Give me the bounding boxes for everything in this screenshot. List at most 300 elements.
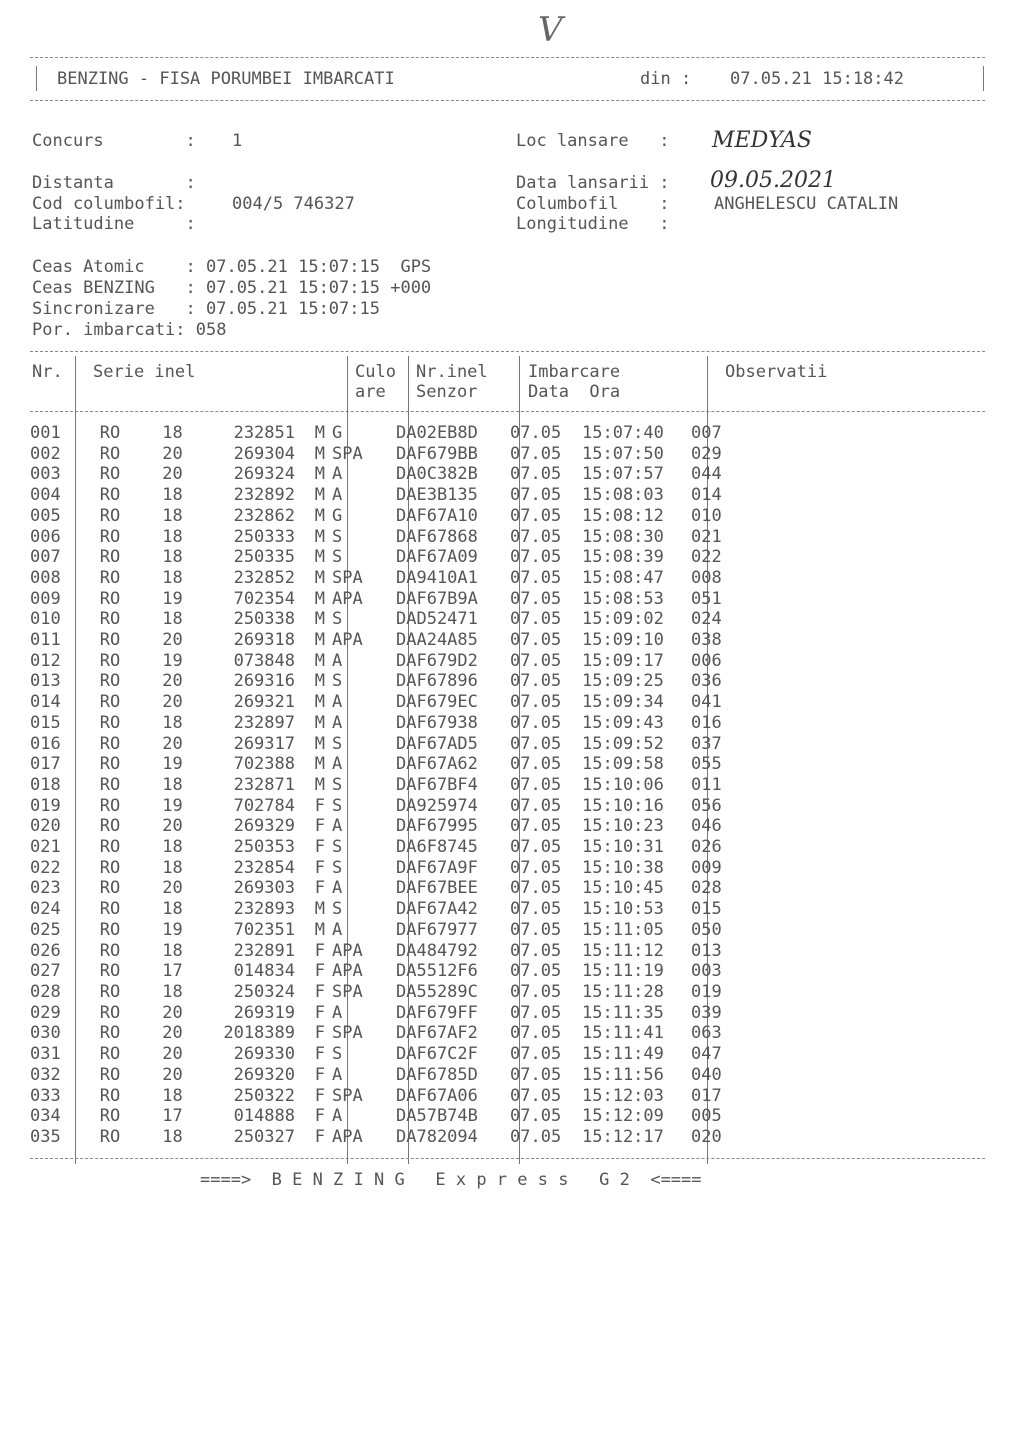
sensor-id: DAF67C2F <box>396 1044 478 1065</box>
ring-number: 073848 <box>233 650 295 671</box>
row-nr: 015 <box>30 712 61 733</box>
ring-country: RO <box>99 485 121 506</box>
ring-number: 269330 <box>233 1044 295 1065</box>
ring-country: RO <box>99 919 121 940</box>
ring-number: 232871 <box>233 774 295 795</box>
row-nr: 020 <box>30 816 61 837</box>
boarding-date: 07.05 <box>510 443 562 464</box>
color: S <box>332 671 343 692</box>
ring-year: 18 <box>162 857 183 878</box>
ring-number: 232852 <box>233 567 295 588</box>
table-row <box>30 1086 751 1107</box>
color: A <box>332 712 343 733</box>
columbofil-label: Columbofil : <box>516 194 670 214</box>
sensor-id: DAF67A62 <box>396 754 478 775</box>
boarding-time: 15:12:09 <box>582 1106 664 1127</box>
observatii: 021 <box>691 526 722 547</box>
sensor-id: DAF67995 <box>396 816 478 837</box>
ring-country: RO <box>99 981 121 1002</box>
table-row <box>30 692 751 713</box>
table-row <box>30 506 751 527</box>
row-nr: 008 <box>30 567 61 588</box>
footer-brand: ====> B E N Z I N G E x p r e s s G 2 <==== <box>200 1170 702 1190</box>
boarding-time: 15:10:16 <box>582 795 664 816</box>
sex: F <box>314 940 325 961</box>
columbofil-value: ANGHELESCU CATALIN <box>714 194 899 214</box>
color: S <box>332 1044 343 1065</box>
sex: M <box>314 485 325 506</box>
boarding-time: 15:09:43 <box>582 712 664 733</box>
ring-number: 250338 <box>233 609 295 630</box>
row-nr: 033 <box>30 1085 61 1106</box>
table-row <box>30 982 751 1003</box>
row-nr: 034 <box>30 1106 61 1127</box>
observatii: 036 <box>691 671 722 692</box>
pigeon-table <box>30 423 751 1148</box>
sensor-id: DA57B74B <box>396 1106 478 1127</box>
observatii: 028 <box>691 878 722 899</box>
ring-year: 20 <box>162 464 183 485</box>
row-nr: 035 <box>30 1126 61 1147</box>
observatii: 024 <box>691 609 722 630</box>
table-row <box>30 1023 751 1044</box>
boarding-time: 15:08:03 <box>582 485 664 506</box>
ring-number: 269329 <box>233 816 295 837</box>
boarding-date: 07.05 <box>510 919 562 940</box>
boarding-time: 15:09:02 <box>582 609 664 630</box>
row-nr: 029 <box>30 1002 61 1023</box>
row-nr: 011 <box>30 630 61 651</box>
sensor-id: DA782094 <box>396 1126 478 1147</box>
color: A <box>332 754 343 775</box>
boarding-date: 07.05 <box>510 1064 562 1085</box>
color: S <box>332 733 343 754</box>
col-header-observatii: Observatii <box>725 362 828 382</box>
cod-columbofil-label: Cod columbofil: <box>32 194 186 214</box>
sensor-id: DAF67BF4 <box>396 774 478 795</box>
sincronizare-line: Sincronizare : 07.05.21 15:07:15 <box>32 299 380 319</box>
sex: M <box>314 443 325 464</box>
ring-country: RO <box>99 754 121 775</box>
observatii: 037 <box>691 733 722 754</box>
ring-country: RO <box>99 712 121 733</box>
latitudine-label: Latitudine : <box>32 214 196 234</box>
table-row <box>30 630 751 651</box>
ring-country: RO <box>99 505 121 526</box>
boarding-time: 15:08:30 <box>582 526 664 547</box>
boarding-date: 07.05 <box>510 878 562 899</box>
data-lansarii-handwritten: 09.05.2021 <box>710 168 836 193</box>
observatii: 056 <box>691 795 722 816</box>
sex: M <box>314 547 325 568</box>
boarding-date: 07.05 <box>510 1002 562 1023</box>
ring-year: 20 <box>162 443 183 464</box>
color: G <box>332 423 343 443</box>
header-bottom-rule <box>30 100 985 101</box>
ring-number: 232891 <box>233 940 295 961</box>
col-header-nr-inel-1: Nr.inel <box>416 362 488 382</box>
observatii: 007 <box>691 423 722 443</box>
boarding-date: 07.05 <box>510 505 562 526</box>
row-nr: 012 <box>30 650 61 671</box>
row-nr: 030 <box>30 1023 61 1044</box>
ring-number: 702388 <box>233 754 295 775</box>
observatii: 011 <box>691 774 722 795</box>
row-nr: 006 <box>30 526 61 547</box>
ring-country: RO <box>99 1002 121 1023</box>
color: S <box>332 857 343 878</box>
sex: F <box>314 1085 325 1106</box>
ring-number: 014834 <box>233 961 295 982</box>
row-nr: 005 <box>30 505 61 526</box>
boarding-date: 07.05 <box>510 940 562 961</box>
boarding-date: 07.05 <box>510 899 562 920</box>
table-row <box>30 878 751 899</box>
table-row <box>30 899 751 920</box>
ring-year: 20 <box>162 692 183 713</box>
table-row <box>30 568 751 589</box>
boarding-date: 07.05 <box>510 733 562 754</box>
sex: M <box>314 588 325 609</box>
ring-number: 269324 <box>233 464 295 485</box>
sensor-id: DAF679EC <box>396 692 478 713</box>
sensor-id: DAF679BB <box>396 443 478 464</box>
boarding-time: 15:09:25 <box>582 671 664 692</box>
boarding-date: 07.05 <box>510 526 562 547</box>
ring-year: 18 <box>162 712 183 733</box>
boarding-date: 07.05 <box>510 650 562 671</box>
sensor-id: DAF67938 <box>396 712 478 733</box>
ring-country: RO <box>99 526 121 547</box>
boarding-time: 15:09:17 <box>582 650 664 671</box>
sex: M <box>314 423 325 443</box>
row-nr: 018 <box>30 774 61 795</box>
observatii: 038 <box>691 630 722 651</box>
ring-year: 18 <box>162 526 183 547</box>
ring-country: RO <box>99 671 121 692</box>
ring-year: 19 <box>162 754 183 775</box>
row-nr: 014 <box>30 692 61 713</box>
sensor-id: DA9410A1 <box>396 567 478 588</box>
table-row <box>30 444 751 465</box>
boarding-time: 15:11:41 <box>582 1023 664 1044</box>
sex: F <box>314 857 325 878</box>
sensor-id: DAF67896 <box>396 671 478 692</box>
boarding-time: 15:11:05 <box>582 919 664 940</box>
row-nr: 032 <box>30 1064 61 1085</box>
boarding-date: 07.05 <box>510 609 562 630</box>
boarding-date: 07.05 <box>510 837 562 858</box>
header-right-bar <box>983 66 984 91</box>
table-row <box>30 547 751 568</box>
observatii: 040 <box>691 1064 722 1085</box>
color: S <box>332 526 343 547</box>
row-nr: 016 <box>30 733 61 754</box>
sex: F <box>314 1064 325 1085</box>
ring-number: 269318 <box>233 630 295 651</box>
loc-lansare-handwritten: MEDYAS <box>712 128 812 153</box>
table-row <box>30 920 751 941</box>
ring-number: 702784 <box>233 795 295 816</box>
table-row <box>30 961 751 982</box>
sex: F <box>314 981 325 1002</box>
boarding-date: 07.05 <box>510 1044 562 1065</box>
ring-number: 232862 <box>233 505 295 526</box>
ring-year: 18 <box>162 837 183 858</box>
sex: F <box>314 1002 325 1023</box>
row-nr: 010 <box>30 609 61 630</box>
ring-country: RO <box>99 1106 121 1127</box>
boarding-date: 07.05 <box>510 1085 562 1106</box>
ring-number: 269319 <box>233 1002 295 1023</box>
col-header-nr: Nr. <box>32 362 63 382</box>
color: G <box>332 505 343 526</box>
observatii: 046 <box>691 816 722 837</box>
table-row <box>30 734 751 755</box>
ring-number: 250353 <box>233 837 295 858</box>
ring-year: 20 <box>162 1044 183 1065</box>
boarding-time: 15:10:45 <box>582 878 664 899</box>
color: S <box>332 899 343 920</box>
sex: M <box>314 919 325 940</box>
color: APA <box>332 588 363 609</box>
sensor-id: DA484792 <box>396 940 478 961</box>
boarding-time: 15:11:56 <box>582 1064 664 1085</box>
boarding-date: 07.05 <box>510 630 562 651</box>
observatii: 047 <box>691 1044 722 1065</box>
table-row <box>30 941 751 962</box>
porumbei-imbarcati-line: Por. imbarcati: 058 <box>32 320 227 340</box>
ring-country: RO <box>99 1064 121 1085</box>
observatii: 013 <box>691 940 722 961</box>
boarding-date: 07.05 <box>510 567 562 588</box>
sex: M <box>314 609 325 630</box>
observatii: 014 <box>691 485 722 506</box>
ring-year: 20 <box>162 1002 183 1023</box>
observatii: 050 <box>691 919 722 940</box>
row-nr: 031 <box>30 1044 61 1065</box>
sensor-id: DAF67A06 <box>396 1085 478 1106</box>
observatii: 003 <box>691 961 722 982</box>
ring-number: 250335 <box>233 547 295 568</box>
sensor-id: DAD52471 <box>396 609 478 630</box>
color: A <box>332 464 343 485</box>
boarding-date: 07.05 <box>510 423 562 443</box>
ring-year: 18 <box>162 899 183 920</box>
sensor-id: DAF67A09 <box>396 547 478 568</box>
ring-year: 18 <box>162 547 183 568</box>
boarding-time: 15:07:50 <box>582 443 664 464</box>
ring-country: RO <box>99 774 121 795</box>
boarding-date: 07.05 <box>510 1023 562 1044</box>
sex: F <box>314 795 325 816</box>
boarding-date: 07.05 <box>510 485 562 506</box>
ring-year: 19 <box>162 588 183 609</box>
boarding-date: 07.05 <box>510 588 562 609</box>
ring-country: RO <box>99 940 121 961</box>
printed-at-label: din : <box>640 69 692 89</box>
table-row <box>30 713 751 734</box>
sensor-id: DAF67AD5 <box>396 733 478 754</box>
boarding-time: 15:10:38 <box>582 857 664 878</box>
ring-number: 250324 <box>233 981 295 1002</box>
observatii: 041 <box>691 692 722 713</box>
col-header-imbarcare-1: Imbarcare <box>528 362 621 382</box>
observatii: 010 <box>691 505 722 526</box>
ring-number: 2018389 <box>223 1023 295 1044</box>
sex: M <box>314 526 325 547</box>
ring-country: RO <box>99 795 121 816</box>
boarding-date: 07.05 <box>510 464 562 485</box>
sensor-id: DA0C382B <box>396 464 478 485</box>
boarding-time: 15:12:03 <box>582 1085 664 1106</box>
table-row <box>30 423 751 444</box>
sex: M <box>314 567 325 588</box>
color: APA <box>332 940 363 961</box>
table-row <box>30 858 751 879</box>
ring-country: RO <box>99 692 121 713</box>
ring-number: 250322 <box>233 1085 295 1106</box>
boarding-time: 15:11:35 <box>582 1002 664 1023</box>
boarding-time: 15:10:31 <box>582 837 664 858</box>
table-row <box>30 609 751 630</box>
ring-number: 269303 <box>233 878 295 899</box>
col-header-imbarcare-2: Data Ora <box>528 382 621 402</box>
color: A <box>332 650 343 671</box>
observatii: 015 <box>691 899 722 920</box>
ring-year: 18 <box>162 609 183 630</box>
row-nr: 013 <box>30 671 61 692</box>
sensor-id: DAF679D2 <box>396 650 478 671</box>
sensor-id: DA02EB8D <box>396 423 478 443</box>
row-nr: 001 <box>30 423 61 443</box>
observatii: 044 <box>691 464 722 485</box>
boarding-date: 07.05 <box>510 712 562 733</box>
color: A <box>332 816 343 837</box>
col-header-culoare-2: are <box>355 382 386 402</box>
sex: M <box>314 899 325 920</box>
observatii: 016 <box>691 712 722 733</box>
sex: M <box>314 505 325 526</box>
observatii: 022 <box>691 547 722 568</box>
table-bottom-rule <box>30 1158 985 1159</box>
boarding-date: 07.05 <box>510 961 562 982</box>
table-row <box>30 464 751 485</box>
boarding-date: 07.05 <box>510 857 562 878</box>
ring-country: RO <box>99 1023 121 1044</box>
observatii: 039 <box>691 1002 722 1023</box>
color: S <box>332 774 343 795</box>
boarding-time: 15:09:58 <box>582 754 664 775</box>
ceas-atomic-line: Ceas Atomic : 07.05.21 15:07:15 GPS <box>32 257 432 277</box>
sensor-id: DAA24A85 <box>396 630 478 651</box>
boarding-time: 15:09:34 <box>582 692 664 713</box>
sex: F <box>314 837 325 858</box>
color: SPA <box>332 1085 363 1106</box>
ring-year: 20 <box>162 816 183 837</box>
ring-country: RO <box>99 423 121 443</box>
color: S <box>332 837 343 858</box>
ring-country: RO <box>99 567 121 588</box>
boarding-date: 07.05 <box>510 692 562 713</box>
ring-country: RO <box>99 857 121 878</box>
ring-year: 18 <box>162 1126 183 1147</box>
sex: F <box>314 1023 325 1044</box>
ring-country: RO <box>99 961 121 982</box>
sex: F <box>314 878 325 899</box>
sex: F <box>314 816 325 837</box>
ring-year: 19 <box>162 650 183 671</box>
boarding-time: 15:09:10 <box>582 630 664 651</box>
sensor-id: DAF67B9A <box>396 588 478 609</box>
color: A <box>332 919 343 940</box>
ring-number: 269316 <box>233 671 295 692</box>
data-lansarii-label: Data lansarii : <box>516 173 670 193</box>
ring-country: RO <box>99 899 121 920</box>
row-nr: 003 <box>30 464 61 485</box>
table-row <box>30 1127 751 1148</box>
sensor-id: DAE3B135 <box>396 485 478 506</box>
observatii: 029 <box>691 443 722 464</box>
row-nr: 017 <box>30 754 61 775</box>
boarding-date: 07.05 <box>510 754 562 775</box>
ring-year: 18 <box>162 774 183 795</box>
ring-year: 19 <box>162 795 183 816</box>
row-nr: 019 <box>30 795 61 816</box>
ring-year: 18 <box>162 567 183 588</box>
ring-year: 20 <box>162 630 183 651</box>
observatii: 006 <box>691 650 722 671</box>
boarding-time: 15:08:47 <box>582 567 664 588</box>
sensor-id: DAF67A9F <box>396 857 478 878</box>
ring-year: 20 <box>162 878 183 899</box>
row-nr: 004 <box>30 485 61 506</box>
col-header-nr-inel-2: Senzor <box>416 382 478 402</box>
ring-country: RO <box>99 733 121 754</box>
table-row <box>30 754 751 775</box>
sex: M <box>314 464 325 485</box>
color: A <box>332 485 343 506</box>
table-row <box>30 651 751 672</box>
boarding-date: 07.05 <box>510 774 562 795</box>
row-nr: 024 <box>30 899 61 920</box>
boarding-time: 15:10:53 <box>582 899 664 920</box>
observatii: 005 <box>691 1106 722 1127</box>
boarding-time: 15:09:52 <box>582 733 664 754</box>
table-row <box>30 1106 751 1127</box>
ring-number: 702351 <box>233 919 295 940</box>
sex: M <box>314 774 325 795</box>
ring-country: RO <box>99 443 121 464</box>
sex: M <box>314 692 325 713</box>
sex: F <box>314 1044 325 1065</box>
boarding-time: 15:12:17 <box>582 1126 664 1147</box>
table-row <box>30 1065 751 1086</box>
ring-number: 269304 <box>233 443 295 464</box>
ring-country: RO <box>99 1126 121 1147</box>
sensor-id: DA925974 <box>396 795 478 816</box>
color: SPA <box>332 443 363 464</box>
sex: F <box>314 1106 325 1127</box>
boarding-date: 07.05 <box>510 981 562 1002</box>
observatii: 026 <box>691 837 722 858</box>
color: S <box>332 609 343 630</box>
sex: M <box>314 650 325 671</box>
row-nr: 007 <box>30 547 61 568</box>
header-top-rule <box>30 57 985 58</box>
ring-year: 18 <box>162 485 183 506</box>
color: SPA <box>332 567 363 588</box>
